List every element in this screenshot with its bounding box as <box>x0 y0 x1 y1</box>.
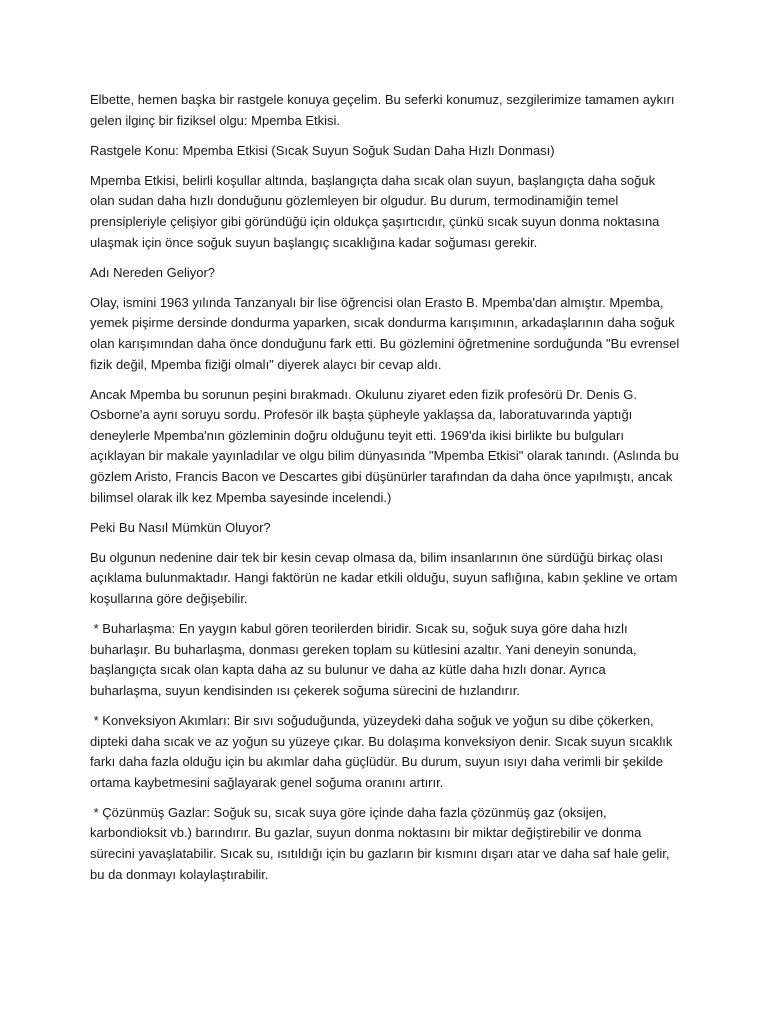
section-heading-how-possible: Peki Bu Nasıl Mümkün Oluyor? <box>90 519 271 535</box>
intro-paragraph: Elbette, hemen başka bir rastgele konuya geçelim. Bu seferki konumuz, sezgilerimize tamamen aykırı gelen ilginç bir fiziksel olgu: Mpemba Etkisi. <box>90 92 679 128</box>
explanation-intro-paragraph: Bu olgunun nedenine dair tek bir kesin cevap olmasa da, bilim insanlarının öne sürdüğü birkaç olası açıklama bulunmaktadır. Hangi faktörün ne kadar etkili olduğu, suyun saflığına, kabın şekline ve ortam koşullarına göre değişebilir. <box>90 549 682 606</box>
document-body <box>90 90 683 895</box>
bullet-evaporation: * Buharlaşma: En yaygın kabul gören teorilerden biridir. Sıcak su, soğuk suya göre daha hızlı buharlaşır. Bu buharlaşma, donması gereken toplam su kütlesini azaltır. Yani deneyin sonunda, başlangıçta sıcak olan kapta daha az su bulunur ve daha az kütle daha hızlı donar. Ayrıca buharlaşma, suyun kendisinden ısı çekerek soğuma sürecini de hızlandırır. <box>90 621 641 698</box>
definition-paragraph: Mpemba Etkisi, belirli koşullar altında, başlangıçta daha sıcak olan suyun, başlangıçta daha soğuk olan sudan daha hızlı donduğunu gözlemleyen bir olgudur. Bu durum, termodinamiğin temel prensipleriyle çelişiyor gibi göründüğü için oldukça şaşırtıcıdır, çünkü sıcak suyun donma noktasına ulaşmak için önce soğuk suyun başlangıç sıcaklığına kadar soğuması gerekir. <box>90 172 664 250</box>
history-paragraph: Olay, ismini 1963 yılında Tanzanyalı bir lise öğrencisi olan Erasto B. Mpemba'dan almıştır. Mpemba, yemek pişirme dersinde dondurma yaparken, sıcak dondurma karışımının, arkadaşlarının daha soğuk olan karışımından daha önce donduğunu fark etti. Bu gözlemini öğretmenine sorduğunda "Bu evrensel fizik değil, Mpemba fiziği olmalı" diyerek alaycı bir cevap aldı. <box>90 294 683 372</box>
research-paragraph: Ancak Mpemba bu sorunun peşini bırakmadı. Okulunu ziyaret eden fizik profesörü Dr. Denis G. Osborne'a aynı soruyu sordu. Profesör ilk başta şüpheyle yaklaşsa da, laboratuvarında yaptığı deneylerle Mpemba'nın gözleminin doğru olduğunu teyit etti. 1969'da ikisi birlikte bu bulguları açıklayan bir makale yayınladılar ve olgu bilim dünyasında "Mpemba Etkisi" olarak tanındı. (Aslında bu gözlem Aristo, Francis Bacon ve Descartes gibi düşünürler tarafından da daha önce yapılmıştı, ancak bilimsel olarak ilk kez Mpemba sayesinde incelendi.) <box>90 386 683 505</box>
section-heading-name-origin: Adı Nereden Geliyor? <box>90 264 216 280</box>
bullet-dissolved-gases: * Çözünmüş Gazlar: Soğuk su, sıcak suya göre içinde daha fazla çözünmüş gaz (oksijen, karbondioksit vb.) barındırır. Bu gazlar, suyun donma noktasını bir miktar değiştirebilir ve donma sürecini yavaşlatabilir. Sıcak su, ısıtıldığı için bu gazların bir kısmını dışarı atar ve daha saf hale gelir, bu da donmayı kolaylaştırabilir. <box>90 804 674 882</box>
topic-title: Rastgele Konu: Mpemba Etkisi (Sıcak Suyun Soğuk Sudan Daha Hızlı Donması) <box>90 142 555 158</box>
bullet-convection: * Konveksiyon Akımları: Bir sıvı soğuduğunda, yüzeydeki daha soğuk ve yoğun su dibe çökerken, dipteki daha sıcak ve az yoğun su yüzeye çıkar. Bu dolaşıma konveksiyon denir. Sıcak suyun sıcaklık farkı daha fazla olduğu için bu akımlar daha güçlüdür. Bu durum, suyun ısıyı daha verimli bir şekilde ortama kaybetmesini sağlayarak genel soğuma oranını artırır. <box>90 712 677 790</box>
